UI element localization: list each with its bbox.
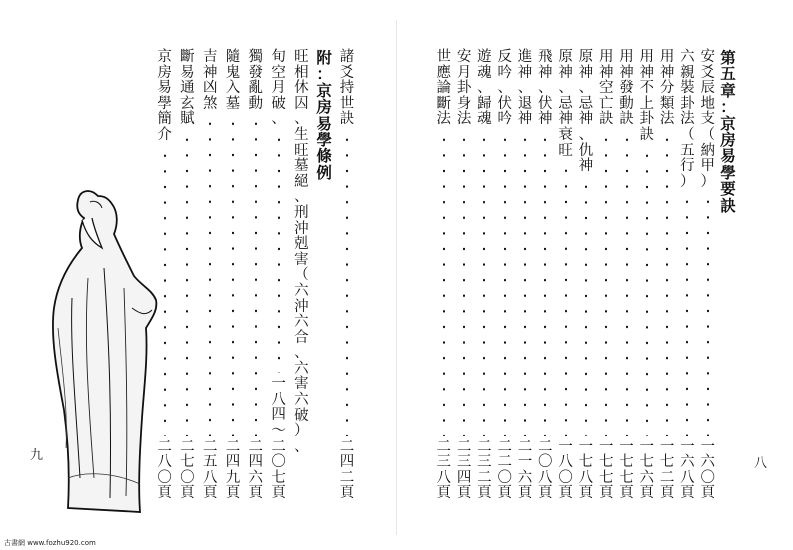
toc-entry-title: 安 月 卦 身 法 xyxy=(456,49,472,128)
toc-entry-title: 安 爻 辰 地 支 （ 納 甲 ） xyxy=(700,49,715,190)
toc-entry-title: 斷 易 通 玄 賦 xyxy=(180,49,195,128)
toc-entry-title: 用 神 空 亡 訣 xyxy=(598,49,614,128)
toc-dot-leader xyxy=(164,148,166,436)
toc-entry-title: 原 神 、 忌 神 、 仇 神 xyxy=(578,49,594,175)
toc-entry-page: 二 八 〇 頁 xyxy=(157,438,172,502)
toc-entry-title: 六 親 裝 卦 法 （ 五 行 ） xyxy=(680,49,695,190)
toc-dot-leader xyxy=(666,132,668,436)
toc-entry-title: 諸 爻 持 世 訣 xyxy=(339,49,355,128)
toc-entry-title: 旺 相 休 囚 、 生 旺 墓 絕 、 刑 沖 剋 害 （ 六 沖 六 合 、 六 害 六 破 ） 、 xyxy=(294,49,309,455)
toc-entry-title: 遊 魂 、 歸 魂 xyxy=(477,49,492,128)
toc-entry-page: 二 三 八 頁 xyxy=(436,438,452,502)
toc-entry-page: 二 四 六 頁 xyxy=(248,438,264,502)
toc-entry[interactable] xyxy=(455,50,473,502)
toc-dot-leader xyxy=(209,116,211,435)
toc-entry-page: 二 〇 八 頁 xyxy=(538,438,553,502)
toc-dot-leader xyxy=(686,194,688,435)
toc-entry[interactable] xyxy=(699,50,717,502)
toc-entry[interactable] xyxy=(536,50,554,502)
toc-entry-title: 第 五 章 ： 京 房 易 學 要 訣 xyxy=(720,48,736,215)
toc-entry[interactable] xyxy=(156,50,174,502)
toc-entry-page: 二 一 六 頁 xyxy=(517,438,533,502)
toc-entry-title: 附 ： 京 房 易 學 條 例 xyxy=(316,48,332,182)
toc-dot-leader xyxy=(255,116,257,435)
toc-dot-leader xyxy=(646,148,648,436)
toc-entry-title: 世 應 論 斷 法 xyxy=(436,49,452,128)
toc-entry-page: 一 八 四 ～ 二 〇 七 頁 xyxy=(271,376,286,502)
toc-entry[interactable] xyxy=(247,50,265,502)
toc-dot-leader xyxy=(565,163,567,435)
toc-dot-leader xyxy=(585,179,587,436)
toc-entry-title: 反 吟 、 伏 吟 xyxy=(497,49,512,128)
toc-entry-page: 一 七 二 頁 xyxy=(659,438,675,502)
toc-entry-title: 旬 空 月 破 、 xyxy=(271,49,286,128)
toc-entry-title: 用 神 分 類 法 xyxy=(659,49,675,128)
toc-dot-leader xyxy=(504,132,506,436)
toc-entry[interactable] xyxy=(292,50,310,502)
site-footer: 古書網 www.fozhu920.com xyxy=(4,539,96,547)
left-folio: 九 xyxy=(30,448,44,463)
toc-dot-leader xyxy=(626,132,628,436)
page-fold xyxy=(396,20,397,535)
toc-entry-page: 二 四 九 頁 xyxy=(225,438,241,502)
toc-dot-leader xyxy=(707,194,709,435)
toc-dot-leader xyxy=(278,132,280,373)
toc-entry-title: 隨 鬼 入 墓 xyxy=(225,49,241,112)
toc-dot-leader xyxy=(186,132,188,436)
toc-dot-leader xyxy=(443,132,445,436)
toc-entry[interactable] xyxy=(597,50,615,502)
toc-entry-page: 二 三 四 頁 xyxy=(456,438,472,502)
toc-entry[interactable] xyxy=(475,50,493,502)
toc-entry-title: 用 神 發 動 訣 xyxy=(619,49,634,128)
toc-entry-page: 一 六 八 頁 xyxy=(680,438,695,502)
toc-entry[interactable] xyxy=(638,50,656,502)
toc-entry[interactable] xyxy=(557,50,575,502)
toc-entry[interactable] xyxy=(516,50,534,502)
toc-entry-title: 進 神 、 退 神 xyxy=(517,49,533,128)
toc-dot-leader xyxy=(463,132,465,436)
toc-entry-page: 二 三 二 頁 xyxy=(477,438,492,502)
toc-entry[interactable] xyxy=(270,50,288,502)
toc-entry-page: 二 四 二 頁 xyxy=(339,438,355,502)
toc-entry[interactable] xyxy=(435,50,453,502)
toc-entry[interactable] xyxy=(577,50,595,502)
toc-dot-leader xyxy=(232,116,234,435)
toc-entry-page: 一 七 六 頁 xyxy=(639,438,655,502)
toc-entry-page: 一 七 七 頁 xyxy=(619,438,634,502)
toc-entry-title: 用 神 不 上 卦 訣 xyxy=(639,49,655,143)
toc-entry-page: 二 七 〇 頁 xyxy=(180,438,195,502)
toc-entry-title: 京 房 易 學 簡 介 xyxy=(157,49,172,143)
toc-entry[interactable] xyxy=(224,50,242,502)
toc-entry-page: 一 八 〇 頁 xyxy=(558,438,573,502)
toc-entry[interactable] xyxy=(178,50,196,502)
toc-entry[interactable] xyxy=(496,50,514,502)
toc-entry[interactable] xyxy=(201,50,219,502)
toc-entry-page: 一 七 八 頁 xyxy=(578,438,594,502)
toc-dot-leader xyxy=(605,132,607,436)
toc-entry[interactable] xyxy=(719,50,737,502)
toc-entry[interactable] xyxy=(618,50,636,502)
toc-dot-leader xyxy=(483,132,485,436)
toc-entry-page: 一 六 〇 頁 xyxy=(700,438,715,502)
toc-dot-leader xyxy=(544,132,546,436)
toc-entry-page: 二 五 八 頁 xyxy=(202,438,218,502)
toc-entry[interactable] xyxy=(678,50,696,502)
right-folio: 八 xyxy=(754,456,768,471)
toc-entry-page: 二 二 〇 頁 xyxy=(497,438,512,502)
toc-dot-leader xyxy=(524,132,526,436)
toc-entry-title: 吉 神 凶 煞 xyxy=(202,49,218,112)
toc-entry-page: 一 七 七 頁 xyxy=(598,438,614,502)
toc-entry-title: 飛 神 、 伏 神 xyxy=(538,49,553,128)
toc-entry-title: 獨 發 亂 動 xyxy=(248,49,264,112)
toc-entry[interactable] xyxy=(338,50,356,502)
toc-entry[interactable] xyxy=(315,50,333,502)
toc-entry[interactable] xyxy=(658,50,676,502)
toc-entry-title: 原 神 、 忌 神 衰 旺 xyxy=(558,49,573,159)
toc-dot-leader xyxy=(346,132,348,436)
